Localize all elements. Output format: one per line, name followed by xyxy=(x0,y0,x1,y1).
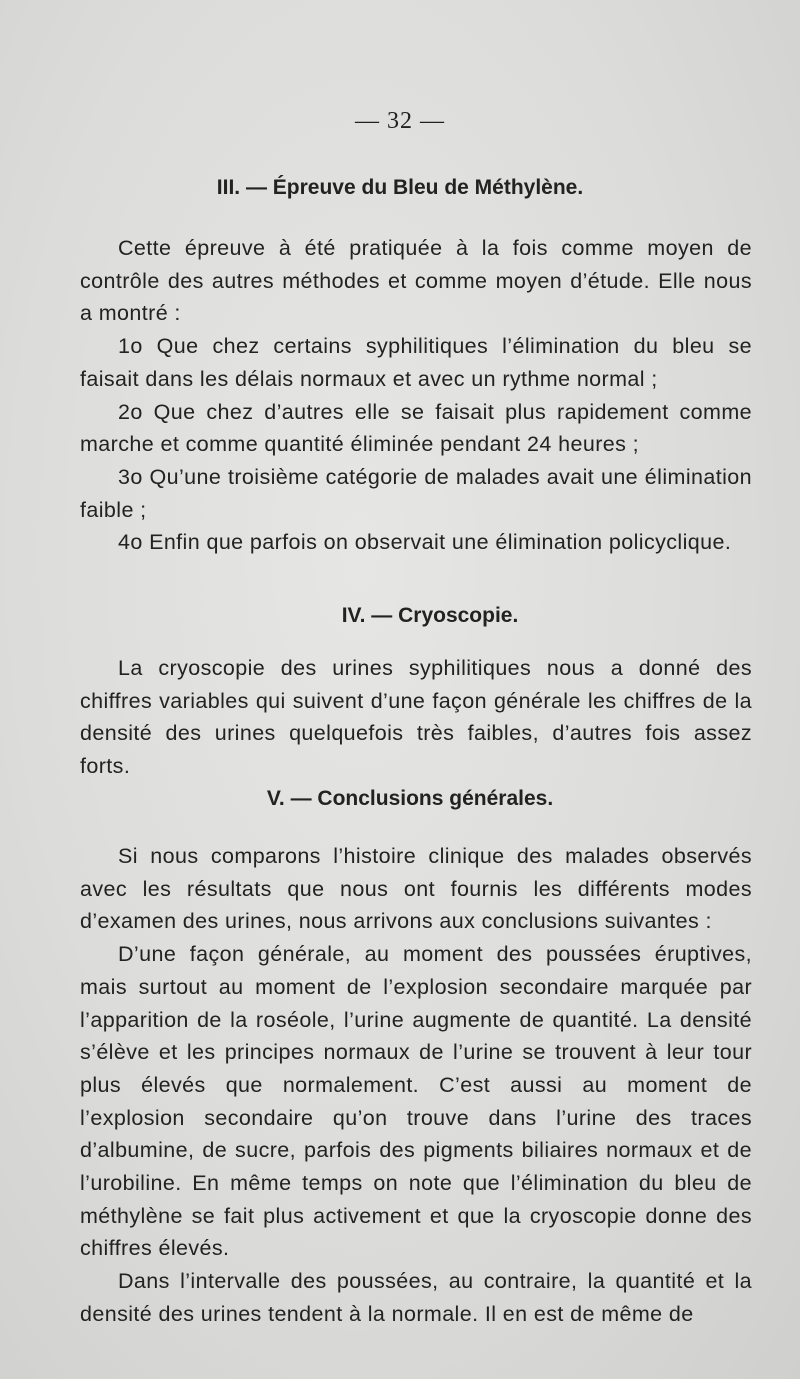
paragraph: D’une façon générale, au moment des poussées éruptives, mais surtout au moment de l’explosion secondaire marquée par l’apparition de la roséole, l’urine augmente de quantité. La densité s’élève et les principes normaux de l’urine se trouvent à leur tour plus élevés que normalement. C’est aussi au moment de l’explosion secondaire qu’on trouve dans l’urine des traces d’albumine, de sucre, parfois des pigments biliaires normaux et de l’urobiline. En même temps on note que l’élimination du bleu de méthylène se fait plus activement et que la cryoscopie donne des chiffres élevés. xyxy=(80,942,752,1261)
paragraph: 1o Que chez certains syphilitiques l’élimination du bleu se faisait dans les délais normaux et avec un rythme normal ; xyxy=(80,334,752,391)
paragraph: Dans l’intervalle des poussées, au contraire, la quantité et la densité des urines tendent à la normale. Il en est de même de xyxy=(80,1269,752,1326)
paragraph: 4o Enfin que parfois on observait une élimination policyclique. xyxy=(118,530,732,555)
page-number: — 32 — xyxy=(355,108,445,134)
paragraph: Cette épreuve à été pratiquée à la fois comme moyen de contrôle des autres méthodes et comme moyen d’étude. Elle nous a montré : xyxy=(80,236,752,326)
section-heading-v: V. — Conclusions générales. xyxy=(266,787,554,810)
section-heading-iv: IV. — Cryoscopie. xyxy=(341,604,519,627)
paragraph: La cryoscopie des urines syphilitiques nous a donné des chiffres variables qui suivent d’une façon générale les chiffres de la densité des urines quelquefois très faibles, d’autres fois assez forts. xyxy=(80,656,752,779)
section-heading-iii: III. — Épreuve du Bleu de Méthylène. xyxy=(216,176,584,199)
section-iv-body xyxy=(80,652,752,783)
section-iii-body xyxy=(80,232,752,559)
section-v-body xyxy=(80,840,752,1331)
paragraph: 2o Que chez d’autres elle se faisait plus rapidement comme marche et comme quantité éliminée pendant 24 heures ; xyxy=(80,399,752,457)
paragraph: Si nous comparons l’histoire clinique des malades observés avec les résultats que nous ont fournis les différents modes d’examen des urines, nous arrivons aux conclusions suivantes : xyxy=(80,844,752,934)
paragraph: 3o Qu’une troisième catégorie de malades avait une élimination faible ; xyxy=(80,464,752,522)
